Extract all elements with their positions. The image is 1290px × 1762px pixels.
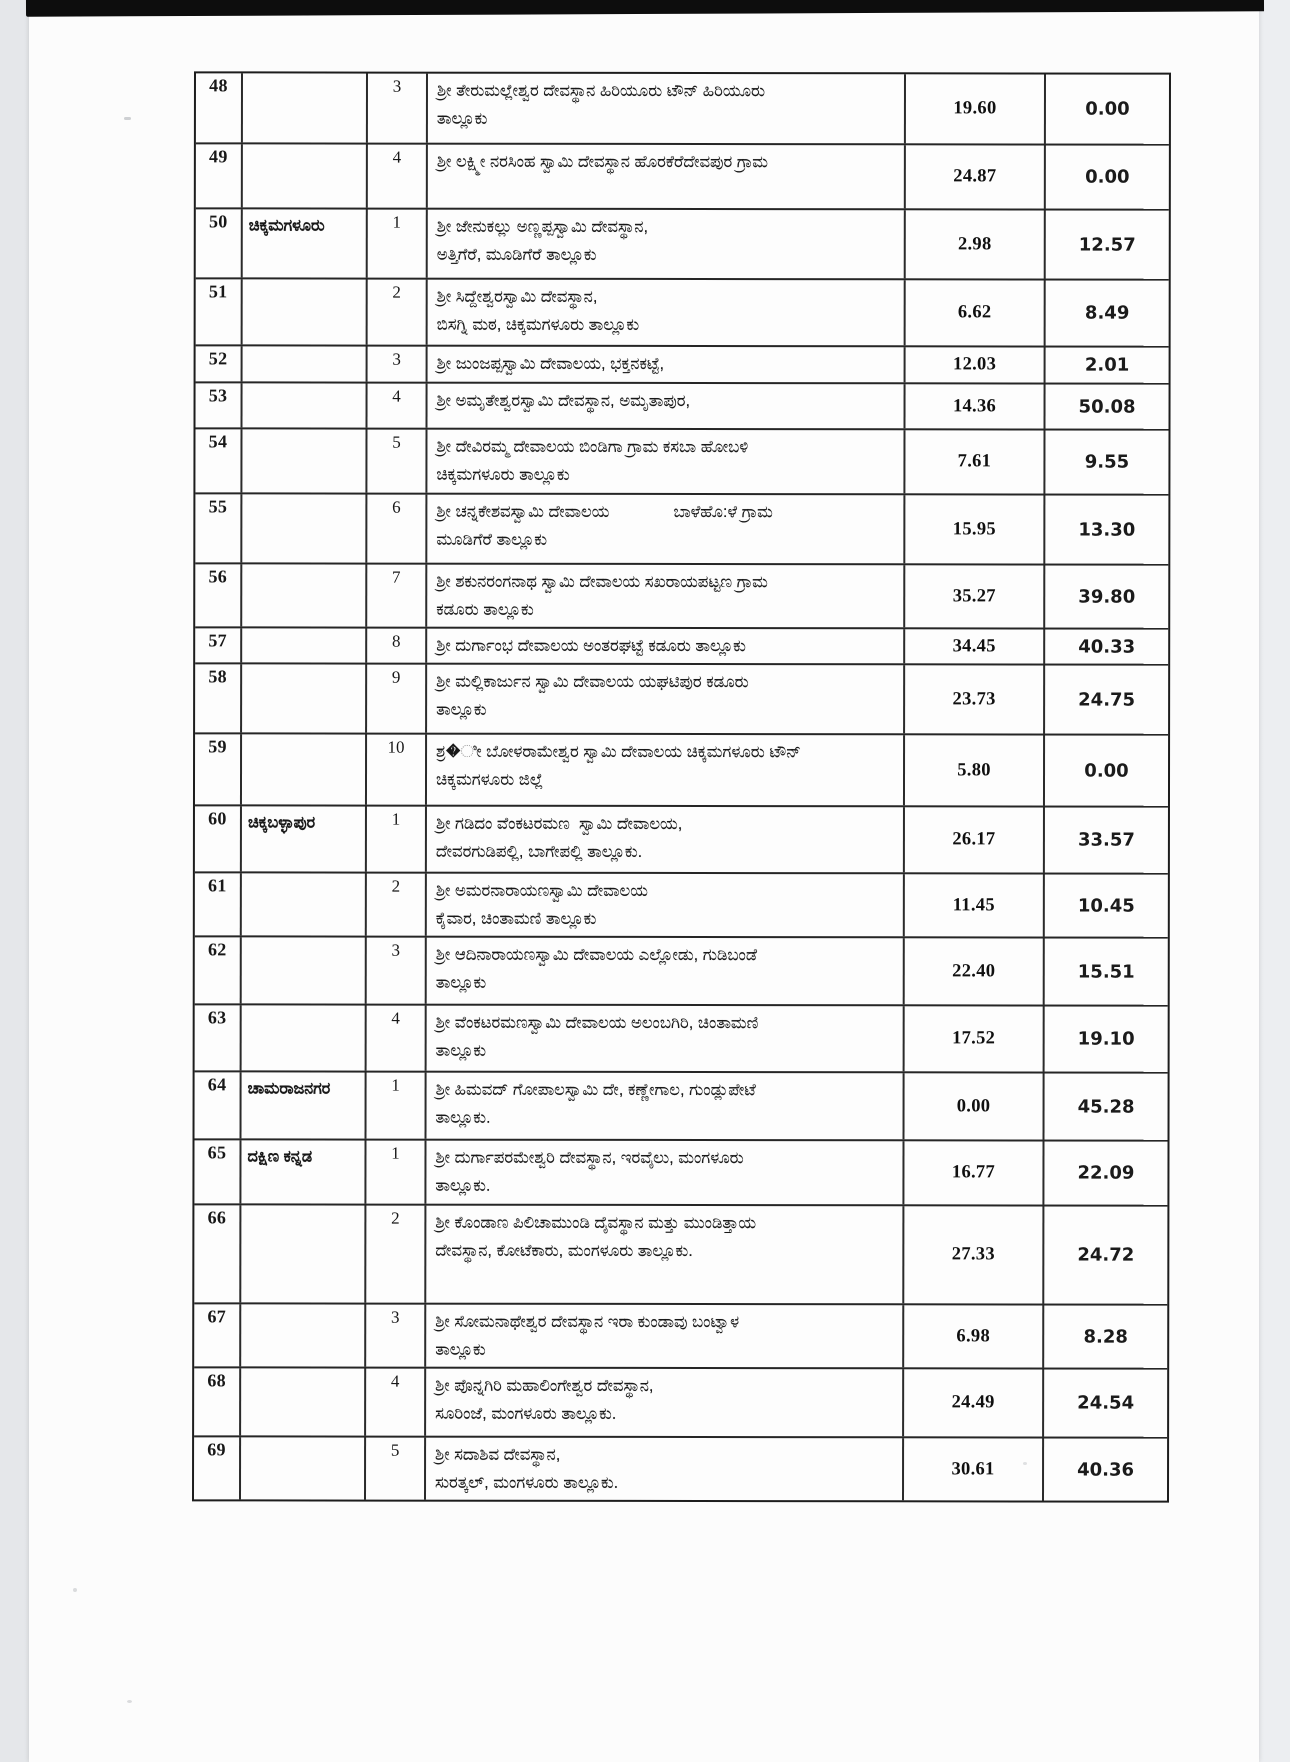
amount-column-2-cell — [1045, 496, 1168, 564]
serial-number: 49 — [209, 146, 228, 167]
table-row — [195, 806, 1168, 874]
serial-number: 52 — [208, 348, 228, 369]
amount-2: 39.80 — [1078, 586, 1136, 608]
amount-2: 45.28 — [1077, 1096, 1135, 1118]
serial-number: 64 — [207, 1074, 227, 1095]
amount-column-2-cell — [1045, 431, 1168, 494]
sub-serial-cell — [367, 1073, 427, 1139]
serial-number: 55 — [208, 496, 228, 517]
serial-number: 68 — [207, 1370, 226, 1391]
serial-number-cell — [194, 1304, 241, 1366]
amount-1: 22.40 — [952, 960, 996, 981]
serial-number-cell — [196, 73, 243, 142]
district-cell — [243, 346, 368, 381]
district-cell — [241, 1304, 366, 1366]
amount-column-2-cell — [1046, 385, 1169, 429]
sub-serial-cell — [367, 629, 427, 663]
table-rows — [194, 73, 1169, 1500]
amount-1: 35.27 — [952, 585, 996, 606]
amount-column-2-cell — [1044, 1306, 1167, 1368]
district-name: ಚಿಕ್ಕಮಗಳೂರು — [248, 217, 325, 235]
temple-name-line: ಶ್ರೀ ಜೇನುಕಲ್ಲು ಅಣ್ಣಪ್ಪಸ್ವಾಮಿ ದೇವಸ್ಥಾನ, — [436, 217, 649, 236]
serial-number: 60 — [208, 808, 227, 829]
amount-column-2-cell — [1044, 1207, 1167, 1304]
temple-name-cell — [428, 280, 906, 346]
table-row — [195, 494, 1168, 565]
temple-name-line: ಶ್ರೀ ದುರ್ಗಾಂಭ ದೇವಾಲಯ ಅಂತರಘಟ್ಟೆ ಕಡೂರು ತಾಲ್ಲೂಕು — [436, 636, 746, 656]
sub-serial-cell — [368, 145, 428, 208]
serial-number-cell — [195, 873, 242, 935]
amount-1: 12.03 — [953, 354, 997, 375]
temple-name-line: ಚಿಕ್ಕಮಗಳೂರು ತಾಲ್ಲೂಕು — [436, 465, 570, 484]
sub-serial-number: 3 — [390, 1307, 400, 1327]
serial-number: 59 — [208, 736, 227, 757]
district-cell — [241, 1205, 366, 1302]
table-row — [195, 734, 1168, 807]
district-cell — [242, 494, 367, 562]
scan-speckle — [1023, 1462, 1027, 1465]
sub-serial-number: 1 — [391, 1075, 400, 1095]
serial-number: 61 — [208, 875, 227, 896]
serial-number: 48 — [209, 75, 228, 96]
sub-serial-cell — [366, 1141, 426, 1204]
temple-name-line: ಚಿಕ್ಕಮಗಳೂರು ಜಿಲ್ಲೆ — [435, 770, 544, 789]
temple-name-cell — [427, 629, 905, 664]
table-row — [194, 1304, 1167, 1369]
table-row — [195, 873, 1168, 938]
sub-serial-number: 2 — [392, 282, 401, 302]
serial-number-cell — [195, 564, 242, 626]
serial-number-cell — [194, 1205, 241, 1302]
temple-name-line: ತಾಲ್ಲೂಕು — [435, 1340, 486, 1359]
sub-serial-cell — [368, 74, 428, 143]
district-cell — [242, 564, 367, 626]
serial-number-cell — [194, 1368, 241, 1435]
amount-1: 24.87 — [953, 166, 997, 187]
table-row — [196, 279, 1169, 347]
temple-name-cell — [428, 347, 906, 383]
serial-number: 54 — [208, 431, 228, 452]
sub-serial-number: 7 — [392, 567, 401, 587]
sub-serial-number: 2 — [391, 876, 401, 896]
sub-serial-number: 4 — [392, 386, 401, 406]
temple-name-line: ಶ್ರೀ ಸೋಮನಾಥೇಶ್ವರ ದೇವಸ್ಥಾನ ಇರಾ ಕುಂಡಾವು ಬಂಟ್ವಾಳ — [435, 1312, 740, 1332]
temple-name-cell — [427, 665, 905, 734]
table-row — [195, 1005, 1168, 1073]
district-cell — [241, 1437, 366, 1499]
temple-name-cell — [426, 1141, 904, 1205]
amount-1: 11.45 — [952, 894, 995, 915]
scan-speckle — [127, 1700, 132, 1703]
temple-name-line: ತಾಲ್ಲೂಕು. — [435, 1108, 491, 1127]
table-row — [194, 1140, 1167, 1206]
amount-column-1-cell — [904, 1438, 1044, 1500]
table-row — [195, 1072, 1168, 1141]
temple-name-cell — [426, 1369, 904, 1437]
amount-1: 19.60 — [953, 98, 997, 119]
amount-column-2-cell — [1045, 566, 1168, 628]
sub-serial-cell — [367, 938, 427, 1004]
table-row — [195, 664, 1168, 735]
amount-column-1-cell — [905, 565, 1045, 627]
table-row — [196, 144, 1169, 210]
amount-1: 30.61 — [951, 1458, 995, 1479]
district-cell — [242, 664, 367, 732]
district-cell — [243, 73, 368, 142]
serial-number-cell — [195, 429, 242, 492]
amount-column-2-cell — [1045, 875, 1168, 937]
temple-name-line: ಶ್ರೀ ದುರ್ಗಾಪರಮೇಶ್ವರಿ ದೇವಸ್ಥಾನ, ಇರವೈಲು, ಮಂಗಳೂರು — [435, 1148, 744, 1168]
amount-column-2-cell — [1046, 75, 1169, 144]
district-cell — [242, 937, 367, 1003]
table-row — [195, 429, 1168, 495]
amount-2: 9.55 — [1084, 451, 1130, 473]
serial-number-cell — [196, 383, 243, 427]
amount-column-2-cell — [1045, 939, 1168, 1005]
amount-2: 33.57 — [1077, 829, 1135, 851]
serial-number: 69 — [207, 1439, 226, 1460]
temple-name-line: ತಾಲ್ಲೂಕು — [436, 109, 488, 128]
amount-2: 19.10 — [1077, 1028, 1135, 1050]
sub-serial-number: 1 — [391, 809, 401, 829]
serial-number: 56 — [208, 566, 228, 587]
district-cell — [242, 628, 367, 662]
temple-name-line: ಶ್ರ�ೀ ಬೋಳರಾಮೇಶ್ವರ ಸ್ವಾಮಿ ದೇವಾಲಯ ಚಿಕ್ಕಮಗಳೂರು ಟೌನ್ — [436, 742, 801, 762]
amount-1: 5.80 — [957, 759, 991, 780]
serial-number-cell — [195, 628, 242, 662]
temple-name-line: ಸುರತ್ಕಲ್, ಮಂಗಳೂರು ತಾಲ್ಲೂಕು. — [435, 1473, 619, 1492]
amount-2: 24.54 — [1077, 1392, 1135, 1414]
sub-serial-cell — [366, 1369, 426, 1436]
temple-name-line: ಶ್ರೀ ಚನ್ನಕೇಶವಸ್ವಾಮಿ ದೇವಾಲಯ ಬಾಳೆಹೊ:ಳೆ ಗ್ರಾಮ — [436, 502, 773, 522]
temple-name-cell — [427, 495, 905, 564]
temple-name-cell — [426, 1438, 904, 1501]
temple-name-line: ಕೈವಾರ, ಚಿಂತಾಮಣಿ ತಾಲ್ಲೂಕು — [435, 909, 597, 928]
serial-number: 63 — [207, 1007, 227, 1028]
amount-1: 34.45 — [952, 635, 996, 656]
amount-column-2-cell — [1046, 211, 1169, 279]
amount-column-1-cell — [905, 665, 1045, 733]
sub-serial-number: 1 — [392, 212, 402, 232]
district-cell — [243, 144, 368, 207]
sub-serial-cell — [367, 495, 427, 563]
district-cell — [242, 873, 367, 935]
serial-number-cell — [195, 1005, 242, 1070]
district-cell — [242, 734, 367, 804]
amount-column-1-cell — [905, 495, 1045, 563]
amount-column-1-cell — [905, 807, 1045, 872]
sub-serial-number: 10 — [387, 737, 405, 757]
amount-column-1-cell — [905, 430, 1045, 493]
amount-column-2-cell — [1044, 1142, 1167, 1205]
sub-serial-cell — [368, 280, 428, 345]
amount-column-1-cell — [905, 1073, 1045, 1139]
temple-name-cell — [428, 145, 906, 209]
temple-name-line: ಶ್ರೀ ಕೊಂಡಾಣ ಪಿಲಿಚಾಮುಂಡಿ ದೈವಸ್ಥಾನ ಮತ್ತು ಮುಂಡಿತ್ತಾಯ — [435, 1213, 757, 1233]
sub-serial-cell — [368, 210, 428, 278]
sub-serial-number: 5 — [390, 1440, 400, 1460]
temple-name-cell — [427, 1073, 905, 1140]
serial-number-cell — [196, 144, 243, 207]
district-name: ಚಿಕ್ಕಬಳ್ಳಾಪುರ — [247, 814, 316, 832]
temple-name-line: ದೇವಸ್ಥಾನ, ಕೋಟೆಕಾರು, ಮಂಗಳೂರು ತಾಲ್ಲೂಕು. — [435, 1241, 693, 1261]
amount-2: 24.75 — [1078, 689, 1136, 711]
amount-column-1-cell — [906, 210, 1046, 278]
serial-number-cell — [195, 1072, 242, 1138]
amount-column-1-cell — [906, 145, 1046, 208]
amount-2: 0.00 — [1084, 760, 1129, 782]
serial-number-cell — [195, 734, 242, 804]
sub-serial-cell — [367, 665, 427, 733]
sub-serial-number: 8 — [391, 631, 401, 651]
temple-name-cell — [427, 938, 905, 1005]
amount-2: 22.09 — [1077, 1162, 1135, 1184]
amount-1: 7.61 — [957, 451, 992, 472]
amount-column-1-cell — [905, 874, 1045, 936]
temple-name-line: ಕಡೂರು ತಾಲ್ಲೂಕು — [436, 600, 534, 619]
sub-serial-cell — [366, 1305, 426, 1367]
amount-2: 0.00 — [1085, 166, 1130, 188]
temple-name-line: ತಾಲ್ಲೂಕು — [436, 700, 487, 719]
serial-number: 57 — [208, 630, 228, 651]
table-row — [196, 209, 1169, 280]
district-cell — [242, 429, 367, 492]
amount-2: 2.01 — [1084, 354, 1130, 376]
temple-name-cell — [428, 74, 906, 144]
amount-2: 12.57 — [1078, 234, 1136, 256]
sub-serial-number: 9 — [391, 667, 401, 687]
sub-serial-number: 4 — [391, 1008, 400, 1028]
document-page — [29, 0, 1259, 1762]
temple-name-line: ಶ್ರೀ ಅಮೃತೇಶ್ವರಸ್ವಾಮಿ ದೇವಸ್ಥಾನ, ಅಮೃತಾಪುರ, — [436, 391, 691, 411]
temple-name-line: ಶ್ರೀ ಜುಂಜಪ್ಪಸ್ವಾಮಿ ದೇವಾಲಯ, ಭಕ್ತನಕಟ್ಟೆ, — [436, 354, 665, 373]
temple-name-line: ಅತ್ತಿಗೆರೆ, ಮೂಡಿಗೆರೆ ತಾಲ್ಲೂಕು — [436, 245, 597, 264]
amount-1: 2.98 — [957, 233, 992, 254]
district-cell — [242, 806, 367, 871]
temple-name-line: ಬಿಸಗ್ನಿ ಮಠ, ಚಿಕ್ಕಮಗಳೂರು ತಾಲ್ಲೂಕು — [436, 315, 640, 334]
amount-2: 8.28 — [1083, 1326, 1128, 1348]
temple-name-cell — [426, 1305, 904, 1368]
serial-number: 65 — [207, 1142, 227, 1163]
amount-column-1-cell — [904, 1305, 1044, 1367]
temple-name-line: ಶ್ರೀ ಅಮರನಾರಾಯಣಸ್ವಾಮಿ ದೇವಾಲಯ — [435, 881, 648, 900]
sub-serial-cell — [366, 1438, 426, 1500]
district-cell — [241, 1140, 366, 1203]
amount-column-1-cell — [905, 1006, 1045, 1071]
amount-1: 26.17 — [952, 829, 996, 850]
serial-number-cell — [195, 494, 242, 562]
temple-name-line: ತಾಲ್ಲೂಕು — [435, 973, 487, 992]
temple-name-cell — [427, 807, 905, 873]
sub-serial-cell — [367, 807, 427, 872]
temple-name-cell — [427, 565, 905, 628]
temple-name-cell — [428, 210, 906, 279]
amount-column-2-cell — [1045, 808, 1168, 873]
serial-number-cell — [195, 937, 242, 1003]
amount-1: 23.73 — [952, 688, 996, 709]
sub-serial-cell — [367, 1006, 427, 1071]
scan-speckle — [124, 117, 131, 120]
amount-column-2-cell — [1046, 146, 1169, 209]
sub-serial-number: 1 — [391, 1143, 400, 1163]
table-row — [195, 564, 1168, 629]
temple-name-line: ಶ್ರೀ ತೇರುಮಲ್ಲೇಶ್ವರ ದೇವಸ್ಥಾನ ಹಿರಿಯೂರು ಟೌನ್ ಹಿರಿಯೂರು — [436, 81, 766, 101]
sub-serial-number: 3 — [392, 349, 401, 369]
table-row — [195, 383, 1168, 430]
district-cell — [242, 1005, 367, 1070]
temple-name-line: ತಾಲ್ಲೂಕು. — [435, 1176, 491, 1195]
serial-number: 51 — [208, 281, 228, 302]
sub-serial-cell — [367, 565, 427, 627]
table-row — [195, 628, 1168, 665]
amount-column-1-cell — [906, 280, 1046, 345]
amount-2: 8.49 — [1084, 302, 1130, 324]
amount-column-2-cell — [1046, 348, 1169, 383]
temple-name-line: ಮೂಡಿಗೆರೆ ತಾಲ್ಲೂಕು — [436, 530, 547, 549]
temple-name-cell — [427, 874, 905, 937]
table-row — [194, 1437, 1167, 1500]
serial-number: 58 — [208, 666, 227, 687]
temple-name-cell — [428, 384, 906, 429]
temple-name-line: ಶ್ರೀ ಲಕ್ಷ್ಮೀ ನರಸಿಂಹ ಸ್ವಾಮಿ ದೇವಸ್ಥಾನ ಹೊರಕೆರೆದೇವಪುರ ಗ್ರಾಮ — [436, 152, 768, 172]
temple-name-line: ದೇವರಗುಡಿಪಲ್ಲಿ, ಬಾಗೇಪಲ್ಲಿ ತಾಲ್ಲೂಕು. — [435, 842, 643, 861]
amount-2: 13.30 — [1078, 519, 1136, 541]
amount-column-2-cell — [1045, 1007, 1168, 1072]
table-row — [195, 937, 1168, 1006]
temple-name-line: ಶ್ರೀ ಮಲ್ಲಿಕಾರ್ಜುನ ಸ್ವಾಮಿ ದೇವಾಲಯ ಯಘಟಿಪುರ ಕಡೂರು — [436, 672, 749, 692]
serial-number-cell — [196, 346, 243, 381]
amount-1: 16.77 — [951, 1162, 996, 1183]
temple-name-line: ಶ್ರೀ ಶಕುನರಂಗನಾಥ ಸ್ವಾಮಿ ದೇವಾಲಯ ಸಖರಾಯಪಟ್ಟಣ ಗ್ರಾಮ — [436, 572, 768, 592]
amount-column-1-cell — [905, 735, 1045, 805]
amount-1: 6.98 — [956, 1325, 991, 1346]
table-row — [194, 1205, 1167, 1305]
temple-name-line: ಶ್ರೀ ದೇವಿರಮ್ಮ ದೇವಾಲಯ ಬಿಂಡಿಗಾ ಗ್ರಾಮ ಕಸಬಾ ಹೋಬಳಿ — [436, 437, 749, 457]
amount-2: 15.51 — [1077, 961, 1135, 983]
amount-2: 40.33 — [1078, 636, 1136, 658]
temple-name-line: ಶ್ರೀ ವೆಂಕಟರಮಣಸ್ವಾಮಿ ದೇವಾಲಯ ಅಲಂಬಗಿರಿ, ಚಿಂತಾಮಣಿ — [435, 1013, 759, 1033]
temple-name-line: ಶ್ರೀ ಗಡಿದಂ ವೆಂಕಟರಮಣ ಸ್ವಾಮಿ ದೇವಾಲಯ, — [435, 814, 683, 834]
amount-column-1-cell — [904, 1141, 1044, 1204]
temple-name-cell — [427, 735, 905, 806]
district-cell — [243, 279, 368, 344]
temple-name-cell — [426, 1206, 904, 1304]
sub-serial-cell — [366, 1206, 426, 1303]
amount-column-2-cell — [1045, 736, 1168, 806]
amount-column-1-cell — [905, 629, 1045, 663]
sub-serial-number: 6 — [392, 497, 401, 517]
sub-serial-number: 3 — [391, 940, 401, 960]
amount-column-1-cell — [905, 938, 1045, 1004]
district-cell — [243, 383, 368, 427]
amount-column-1-cell — [906, 74, 1046, 143]
sub-serial-number: 3 — [392, 76, 402, 96]
amount-2: 24.72 — [1077, 1244, 1135, 1266]
sub-serial-number: 4 — [392, 147, 402, 167]
serial-number-cell — [194, 1437, 241, 1499]
temple-name-line: ಶ್ರೀ ಪೊನ್ನಗಿರಿ ಮಹಾಲಿಂಗೇಶ್ವರ ದೇವಸ್ಥಾನ, — [435, 1376, 654, 1395]
amount-column-2-cell — [1045, 1074, 1168, 1140]
temple-name-line: ಶ್ರೀ ಆದಿನಾರಾಯಣಸ್ವಾಮಿ ದೇವಾಲಯ ಎಲ್ಲೋಡು, ಗುಡಿಬಂಡೆ — [435, 945, 758, 965]
temple-name-line: ಶ್ರೀ ಸದಾಶಿವ ದೇವಸ್ಥಾನ, — [435, 1445, 561, 1464]
sub-serial-number: 4 — [390, 1371, 400, 1391]
amount-column-2-cell — [1045, 666, 1168, 734]
amount-column-2-cell — [1046, 281, 1169, 346]
amount-column-2-cell — [1045, 630, 1168, 664]
table-row — [196, 346, 1169, 384]
serial-number-cell — [196, 209, 243, 277]
serial-number-cell — [196, 279, 243, 344]
district-cell — [242, 1072, 367, 1138]
amount-column-1-cell — [906, 347, 1046, 382]
district-name: ದಕ್ಷಿಣ ಕನ್ನಡ — [247, 1148, 313, 1166]
amount-2: 0.00 — [1085, 98, 1130, 120]
amount-1: 14.36 — [952, 395, 997, 416]
amount-column-2-cell — [1044, 1439, 1167, 1501]
sub-serial-cell — [368, 347, 428, 382]
amount-1: 27.33 — [951, 1244, 995, 1265]
sub-serial-cell — [368, 384, 428, 428]
serial-number-cell — [195, 664, 242, 732]
scan-edge-band — [26, 0, 1264, 17]
scan-speckle — [73, 1588, 77, 1592]
amount-1: 24.49 — [951, 1392, 995, 1413]
amount-2: 10.45 — [1077, 895, 1135, 917]
temple-name-line: ತಾಲ್ಲೂಕು — [435, 1041, 487, 1060]
temple-name-cell — [427, 430, 905, 494]
serial-number: 67 — [207, 1306, 227, 1327]
district-cell — [243, 209, 368, 277]
serial-number-cell — [195, 806, 242, 871]
amount-column-1-cell — [904, 1206, 1044, 1303]
temple-grants-table — [192, 71, 1171, 1502]
district-name: ಚಾಮರಾಜನಗರ — [247, 1080, 331, 1098]
amount-1: 17.52 — [952, 1028, 996, 1049]
serial-number: 66 — [207, 1207, 227, 1228]
serial-number: 53 — [208, 385, 228, 406]
amount-column-1-cell — [906, 384, 1046, 428]
sub-serial-cell — [367, 735, 427, 805]
serial-number-cell — [194, 1140, 241, 1203]
sub-serial-cell — [367, 874, 427, 936]
temple-name-line: ಶ್ರೀ ಸಿದ್ದೇಶ್ವರಸ್ವಾಮಿ ದೇವಸ್ಥಾನ, — [436, 287, 598, 306]
amount-1: 0.00 — [956, 1095, 991, 1116]
temple-name-line: ಶ್ರೀ ಹಿಮವದ್ ಗೋಪಾಲಸ್ವಾಮಿ ದೇ, ಕಣ್ಣೇಗಾಲ, ಗುಂಡ್ಲುಪೇಟೆ — [435, 1080, 756, 1100]
amount-2: 50.08 — [1078, 396, 1136, 418]
amount-1: 15.95 — [952, 518, 996, 539]
amount-1: 6.62 — [957, 302, 992, 323]
district-cell — [241, 1368, 366, 1435]
amount-2: 40.36 — [1077, 1459, 1135, 1481]
serial-number: 62 — [207, 939, 227, 960]
serial-number: 50 — [208, 211, 228, 232]
sub-serial-cell — [367, 430, 427, 493]
temple-name-line: ಸೂರಿಂಜೆ, ಮಂಗಳೂರು ತಾಲ್ಲೂಕು. — [435, 1404, 617, 1423]
amount-column-2-cell — [1044, 1370, 1167, 1437]
amount-column-1-cell — [904, 1369, 1044, 1436]
sub-serial-number: 5 — [392, 432, 401, 452]
sub-serial-number: 2 — [391, 1208, 400, 1228]
table-row — [196, 73, 1169, 145]
table-row — [194, 1368, 1167, 1438]
temple-name-cell — [427, 1006, 905, 1072]
